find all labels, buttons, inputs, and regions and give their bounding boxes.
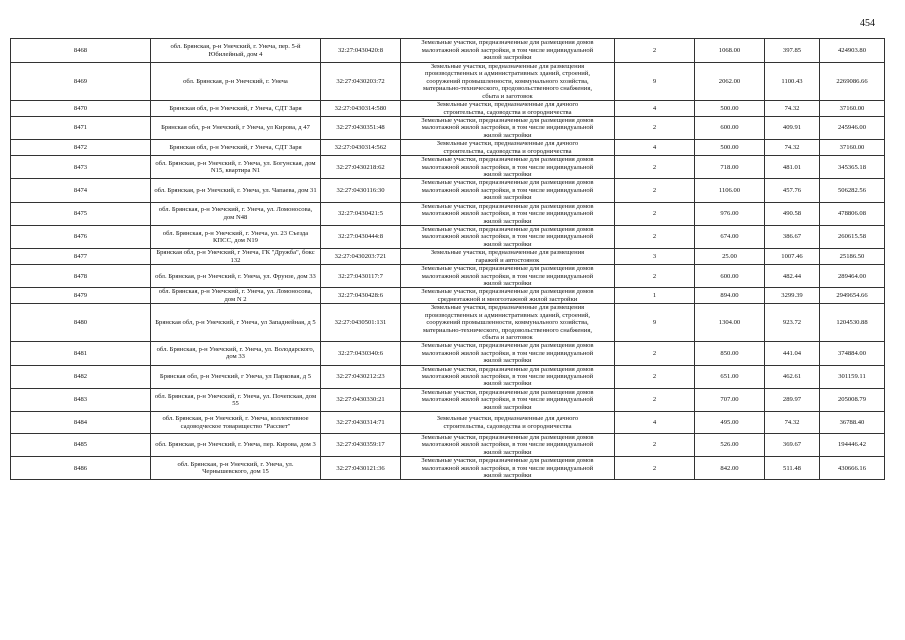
- cadastral-value-cell: 37160.00: [820, 140, 885, 156]
- table-body: [11, 39, 885, 480]
- group-cell: 2: [615, 202, 695, 225]
- area-cell: 1304.00: [695, 304, 765, 342]
- land-use-cell: Земельные участки, предназначенные для размещения домов малоэтажной жилой застройки, в том числе индивидуальной жилой застройки: [401, 179, 615, 202]
- area-cell: 1068.00: [695, 39, 765, 63]
- address-cell: обл. Брянская, р-н Унечский, г. Унеча, ул. Фрунзе, дом 33: [151, 265, 321, 288]
- group-cell: 9: [615, 63, 695, 101]
- row-number: 8474: [11, 179, 151, 202]
- area-cell: 495.00: [695, 412, 765, 434]
- table-row: [11, 388, 885, 411]
- cadastral-value-cell: 2269086.66: [820, 63, 885, 101]
- specific-value-cell: 511.48: [765, 457, 820, 480]
- specific-value-cell: 482.44: [765, 265, 820, 288]
- table-row: [11, 179, 885, 202]
- specific-value-cell: 481.01: [765, 156, 820, 179]
- address-cell: обл. Брянская, р-н Унечский, г. Унеча, ул. Ломоносова, дом N48: [151, 202, 321, 225]
- cadastral-value-cell: 194446.42: [820, 434, 885, 457]
- row-number: 8484: [11, 412, 151, 434]
- land-use-cell: Земельные участки, предназначенные для размещения домов малоэтажной жилой застройки, в том числе индивидуальной жилой застройки: [401, 225, 615, 248]
- address-cell: обл. Брянская, р-н Унечский, г. Унеча, пер. Кирова, дом 3: [151, 434, 321, 457]
- row-number: 8475: [11, 202, 151, 225]
- address-cell: Брянская обл, р-н Унечский, г Унеча, СДТ Заря: [151, 140, 321, 156]
- group-cell: 2: [615, 388, 695, 411]
- cadastral-number-cell: 32:27:0430218:62: [321, 156, 401, 179]
- area-cell: 500.00: [695, 101, 765, 117]
- land-use-cell: Земельные участки, предназначенные для размещения домов малоэтажной жилой застройки, в том числе индивидуальной жилой застройки: [401, 388, 615, 411]
- cadastral-number-cell: 32:27:0430501:131: [321, 304, 401, 342]
- group-cell: 3: [615, 249, 695, 265]
- row-number: 8478: [11, 265, 151, 288]
- specific-value-cell: 457.76: [765, 179, 820, 202]
- land-use-cell: Земельные участки, предназначенные для размещения домов малоэтажной жилой застройки, в том числе индивидуальной жилой застройки: [401, 156, 615, 179]
- area-cell: 850.00: [695, 342, 765, 365]
- group-cell: 2: [615, 342, 695, 365]
- table-row: [11, 457, 885, 480]
- cadastral-value-cell: 374884.00: [820, 342, 885, 365]
- row-number: 8480: [11, 304, 151, 342]
- cadastral-number-cell: 32:27:0430203:721: [321, 249, 401, 265]
- address-cell: обл. Брянская, р-н Унечский, г. Унеча, пер. 5-й Юбилейный, дом 4: [151, 39, 321, 63]
- cadastral-number-cell: 32:27:0430116:30: [321, 179, 401, 202]
- cadastral-number-cell: 32:27:0430420:8: [321, 39, 401, 63]
- land-use-cell: Земельные участки, предназначенные для дачного строительства, садоводства и огородничества: [401, 412, 615, 434]
- area-cell: 600.00: [695, 265, 765, 288]
- row-number: 8476: [11, 225, 151, 248]
- specific-value-cell: 490.58: [765, 202, 820, 225]
- group-cell: 4: [615, 412, 695, 434]
- page-number: 454: [860, 18, 875, 29]
- row-number: 8482: [11, 365, 151, 388]
- specific-value-cell: 1100.43: [765, 63, 820, 101]
- area-cell: 894.00: [695, 288, 765, 304]
- cadastral-value-table: [10, 38, 885, 480]
- table-row: [11, 117, 885, 140]
- row-number: 8472: [11, 140, 151, 156]
- cadastral-value-cell: 205008.79: [820, 388, 885, 411]
- address-cell: Брянская обл, р-н Унечский, г Унеча, ул Кирова, д 47: [151, 117, 321, 140]
- land-use-cell: Земельные участки, предназначенные для размещения домов малоэтажной жилой застройки, в том числе индивидуальной жилой застройки: [401, 39, 615, 63]
- group-cell: 2: [615, 179, 695, 202]
- specific-value-cell: 1007.46: [765, 249, 820, 265]
- table-row: [11, 249, 885, 265]
- table-row: [11, 202, 885, 225]
- land-use-cell: Земельные участки, предназначенные для размещения гаражей и автостоянок: [401, 249, 615, 265]
- row-number: 8485: [11, 434, 151, 457]
- table-row: [11, 156, 885, 179]
- address-cell: Брянская обл, р-н Унечский, г Унеча, ул Западнейная, д 5: [151, 304, 321, 342]
- land-use-cell: Земельные участки, предназначенные для размещения домов малоэтажной жилой застройки, в том числе индивидуальной жилой застройки: [401, 265, 615, 288]
- address-cell: Брянская обл, р-н Унечский, г Унеча, ул Парковая, д 5: [151, 365, 321, 388]
- cadastral-value-cell: 506282.56: [820, 179, 885, 202]
- cadastral-number-cell: 32:27:0430359:17: [321, 434, 401, 457]
- land-use-cell: Земельные участки, предназначенные для размещения производственных и административных зданий, строений, сооружений промышленности, коммунального хозяйства, материально-технического, продовольственного снабжения, сбыта и заготовок: [401, 63, 615, 101]
- table-row: [11, 265, 885, 288]
- specific-value-cell: 409.91: [765, 117, 820, 140]
- table-row: [11, 101, 885, 117]
- cadastral-number-cell: 32:27:0430421:5: [321, 202, 401, 225]
- land-use-cell: Земельные участки, предназначенные для размещения домов малоэтажной жилой застройки, в том числе индивидуальной жилой застройки: [401, 342, 615, 365]
- specific-value-cell: 3299.39: [765, 288, 820, 304]
- specific-value-cell: 923.72: [765, 304, 820, 342]
- cadastral-number-cell: 32:27:0430121:36: [321, 457, 401, 480]
- area-cell: 25.00: [695, 249, 765, 265]
- area-cell: 500.00: [695, 140, 765, 156]
- cadastral-value-cell: 245946.00: [820, 117, 885, 140]
- land-use-cell: Земельные участки, предназначенные для размещения домов малоэтажной жилой застройки, в том числе индивидуальной жилой застройки: [401, 117, 615, 140]
- cadastral-number-cell: 32:27:0430330:21: [321, 388, 401, 411]
- cadastral-value-cell: 36788.40: [820, 412, 885, 434]
- table-row: [11, 412, 885, 434]
- land-use-cell: Земельные участки, предназначенные для размещения домов малоэтажной жилой застройки, в том числе индивидуальной жилой застройки: [401, 457, 615, 480]
- land-use-cell: Земельные участки, предназначенные для размещения домов малоэтажной жилой застройки, в том числе индивидуальной жилой застройки: [401, 365, 615, 388]
- specific-value-cell: 369.67: [765, 434, 820, 457]
- cadastral-value-cell: 430666.16: [820, 457, 885, 480]
- cadastral-value-cell: 37160.00: [820, 101, 885, 117]
- area-cell: 976.00: [695, 202, 765, 225]
- table-row: [11, 342, 885, 365]
- address-cell: обл. Брянская, р-н Унечский, г. Унеча, ул. 23 Съезда КПСС, дом N19: [151, 225, 321, 248]
- cadastral-number-cell: 32:27:0430340:6: [321, 342, 401, 365]
- specific-value-cell: 386.67: [765, 225, 820, 248]
- address-cell: обл. Брянская, р-н Унечский, г. Унеча, ул. Богунская, дом N15, квартира N1: [151, 156, 321, 179]
- row-number: 8468: [11, 39, 151, 63]
- cadastral-number-cell: 32:27:0430314:562: [321, 140, 401, 156]
- cadastral-number-cell: 32:27:0430314:71: [321, 412, 401, 434]
- group-cell: 4: [615, 140, 695, 156]
- area-cell: 842.00: [695, 457, 765, 480]
- group-cell: 2: [615, 156, 695, 179]
- table-row: [11, 39, 885, 63]
- specific-value-cell: 74.32: [765, 412, 820, 434]
- row-number: 8469: [11, 63, 151, 101]
- land-use-cell: Земельные участки, предназначенные для размещения домов малоэтажной жилой застройки, в том числе индивидуальной жилой застройки: [401, 434, 615, 457]
- group-cell: 4: [615, 101, 695, 117]
- land-use-cell: Земельные участки, предназначенные для дачного строительства, садоводства и огородничества: [401, 140, 615, 156]
- table-row: [11, 434, 885, 457]
- area-cell: 674.00: [695, 225, 765, 248]
- cadastral-number-cell: 32:27:0430444:8: [321, 225, 401, 248]
- row-number: 8483: [11, 388, 151, 411]
- cadastral-value-cell: 25186.50: [820, 249, 885, 265]
- cadastral-number-cell: 32:27:0430117:7: [321, 265, 401, 288]
- address-cell: Брянская обл, р-н Унечский, г Унеча, СДТ Заря: [151, 101, 321, 117]
- row-number: 8481: [11, 342, 151, 365]
- cadastral-number-cell: 32:27:0430351:48: [321, 117, 401, 140]
- cadastral-value-cell: 1204530.88: [820, 304, 885, 342]
- cadastral-value-cell: 301159.11: [820, 365, 885, 388]
- row-number: 8473: [11, 156, 151, 179]
- address-cell: обл. Брянская, р-н Унечский, г. Унеча, коллективное садоводческое товарищество "Рассвет": [151, 412, 321, 434]
- table-row: [11, 140, 885, 156]
- address-cell: обл. Брянская, р-н Унечский, г. Унеча: [151, 63, 321, 101]
- cadastral-number-cell: 32:27:0430212:23: [321, 365, 401, 388]
- table-row: [11, 63, 885, 101]
- table-row: [11, 225, 885, 248]
- specific-value-cell: 441.04: [765, 342, 820, 365]
- address-cell: обл. Брянская, р-н Унечский, г. Унеча, ул. Чернышевского, дом 15: [151, 457, 321, 480]
- address-cell: обл. Брянская, р-н Унечский, г. Унеча, ул. Володарского, дом 33: [151, 342, 321, 365]
- address-cell: обл. Брянская, р-н Унечский, г. Унеча, ул. Ломоносова, дом N 2: [151, 288, 321, 304]
- row-number: 8477: [11, 249, 151, 265]
- group-cell: 2: [615, 117, 695, 140]
- specific-value-cell: 462.61: [765, 365, 820, 388]
- group-cell: 2: [615, 265, 695, 288]
- area-cell: 600.00: [695, 117, 765, 140]
- area-cell: 1106.00: [695, 179, 765, 202]
- group-cell: 1: [615, 288, 695, 304]
- row-number: 8471: [11, 117, 151, 140]
- group-cell: 2: [615, 39, 695, 63]
- table-row: [11, 365, 885, 388]
- cadastral-value-cell: 260615.58: [820, 225, 885, 248]
- table-row: [11, 288, 885, 304]
- area-cell: 2062.00: [695, 63, 765, 101]
- specific-value-cell: 74.32: [765, 101, 820, 117]
- cadastral-number-cell: 32:27:0430314:580: [321, 101, 401, 117]
- row-number: 8470: [11, 101, 151, 117]
- group-cell: 2: [615, 434, 695, 457]
- row-number: 8479: [11, 288, 151, 304]
- group-cell: 2: [615, 457, 695, 480]
- table-row: [11, 304, 885, 342]
- area-cell: 651.00: [695, 365, 765, 388]
- land-use-cell: Земельные участки, предназначенные для размещения домов малоэтажной жилой застройки, в том числе индивидуальной жилой застройки: [401, 202, 615, 225]
- area-cell: 718.00: [695, 156, 765, 179]
- specific-value-cell: 74.32: [765, 140, 820, 156]
- group-cell: 2: [615, 225, 695, 248]
- group-cell: 2: [615, 365, 695, 388]
- cadastral-number-cell: 32:27:0430203:72: [321, 63, 401, 101]
- address-cell: обл. Брянская, р-н Унечский, г. Унеча, ул. Чапаева, дом 31: [151, 179, 321, 202]
- address-cell: обл. Брянская, р-н Унечский, г. Унеча, ул. Почепская, дом 55: [151, 388, 321, 411]
- cadastral-number-cell: 32:27:0430428:6: [321, 288, 401, 304]
- cadastral-value-cell: 2949654.66: [820, 288, 885, 304]
- address-cell: Брянская обл, р-н Унечский, г Унеча, ГК "Дружба", бокс 132: [151, 249, 321, 265]
- area-cell: 526.00: [695, 434, 765, 457]
- cadastral-value-cell: 289464.00: [820, 265, 885, 288]
- group-cell: 9: [615, 304, 695, 342]
- cadastral-value-cell: 345365.18: [820, 156, 885, 179]
- specific-value-cell: 289.97: [765, 388, 820, 411]
- cadastral-value-cell: 478806.08: [820, 202, 885, 225]
- area-cell: 707.00: [695, 388, 765, 411]
- land-use-cell: Земельные участки, предназначенные для дачного строительства, садоводства и огородничества: [401, 101, 615, 117]
- cadastral-value-cell: 424903.80: [820, 39, 885, 63]
- land-use-cell: Земельные участки, предназначенные для размещения производственных и административных зданий, строений, сооружений промышленности, коммунального хозяйства, материально-технического, продовольственного снабжения, сбыта и заготовок: [401, 304, 615, 342]
- row-number: 8486: [11, 457, 151, 480]
- specific-value-cell: 397.85: [765, 39, 820, 63]
- land-use-cell: Земельные участки, предназначенные для размещения домов среднеэтажной и многоэтажной жилой застройки: [401, 288, 615, 304]
